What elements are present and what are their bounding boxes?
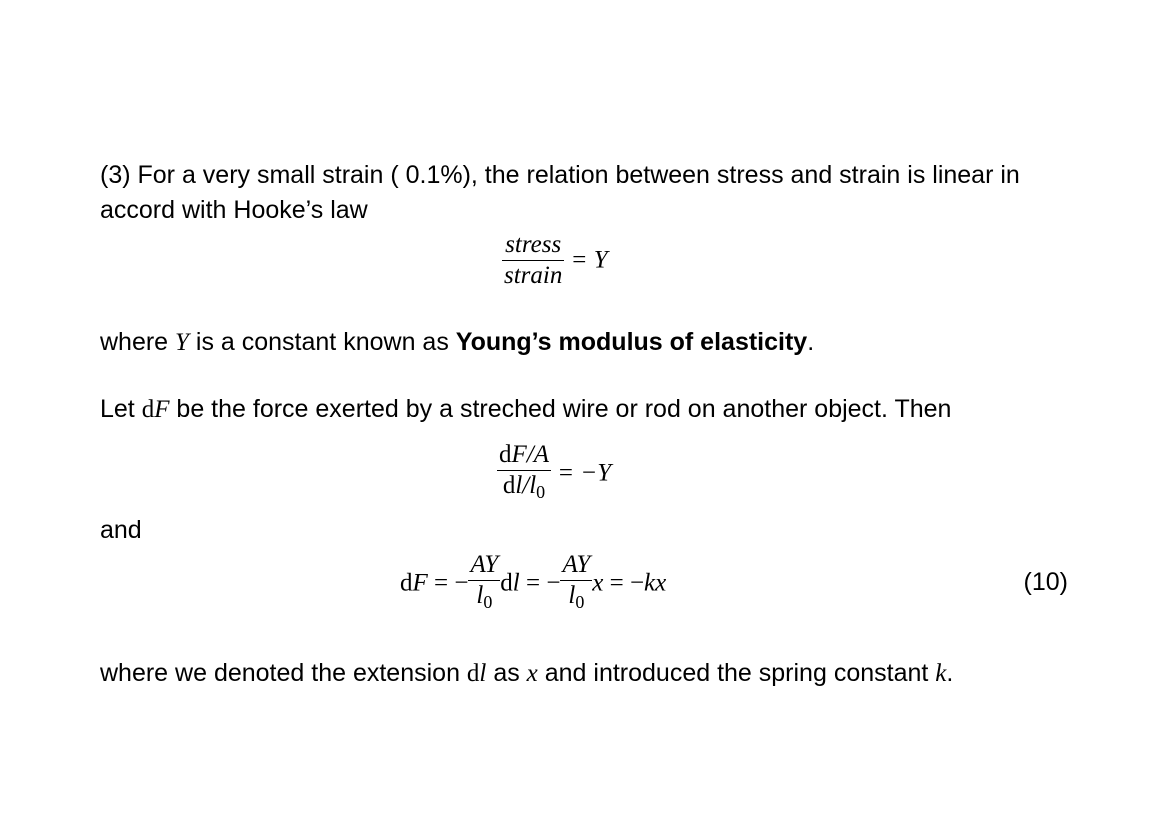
text: as — [486, 659, 527, 687]
math-variable: x — [592, 569, 604, 597]
equation-hookes-law — [502, 230, 608, 291]
numerator: dF/A — [497, 440, 551, 471]
denominator: strain — [504, 262, 563, 289]
equation-spring — [400, 550, 666, 617]
text: Let — [100, 395, 142, 423]
math-symbol: d — [141, 396, 155, 423]
fraction: $\frac{AY}{l_0}$ — [562, 551, 591, 612]
equation-rhs: = Y — [570, 246, 608, 274]
equals-minus: = − — [427, 569, 469, 597]
math-symbol: k — [935, 660, 947, 687]
equation-stress-strain — [497, 440, 611, 507]
bold-term: Young’s modulus of elasticity — [455, 328, 808, 356]
text: is a constant known as — [188, 328, 456, 356]
paragraph-line: (3) For a very small strain ( 0.1%), the relation between stress and strain is linear in — [100, 161, 1020, 189]
equation-lhs: dF — [400, 569, 428, 597]
paragraph-conclusion — [100, 658, 953, 689]
differential: dl — [500, 569, 520, 597]
paragraph-young — [100, 327, 814, 358]
fraction — [502, 230, 564, 291]
numerator: stress — [502, 230, 564, 261]
connector-text: and — [100, 516, 142, 544]
fraction — [497, 440, 551, 507]
text: where we denoted the extension — [100, 659, 467, 687]
text: and introduced the spring constant — [537, 659, 936, 687]
math-symbol: l — [479, 660, 487, 687]
denominator: $dl/l_0$ — [502, 472, 546, 502]
text: . — [946, 659, 954, 687]
equation-rhs: = −Y — [557, 459, 612, 487]
equals-minus: = − — [603, 569, 645, 597]
fraction: $\frac{AY}{l_0}$ — [470, 551, 499, 612]
paragraph-force — [100, 394, 951, 425]
equation-number: (10) — [1023, 568, 1068, 596]
math-symbol: F — [154, 396, 170, 423]
text: be the force exerted by a streched wire or rod on another object. Then — [169, 395, 952, 423]
math-symbol: x — [526, 660, 538, 687]
math-variable: kx — [644, 569, 667, 597]
text: . — [807, 328, 815, 356]
paragraph-line: accord with Hooke’s law — [100, 196, 368, 224]
math-symbol: d — [466, 660, 480, 687]
equals-minus: = − — [519, 569, 561, 597]
text: where — [100, 328, 176, 356]
math-symbol: Y — [175, 329, 189, 356]
